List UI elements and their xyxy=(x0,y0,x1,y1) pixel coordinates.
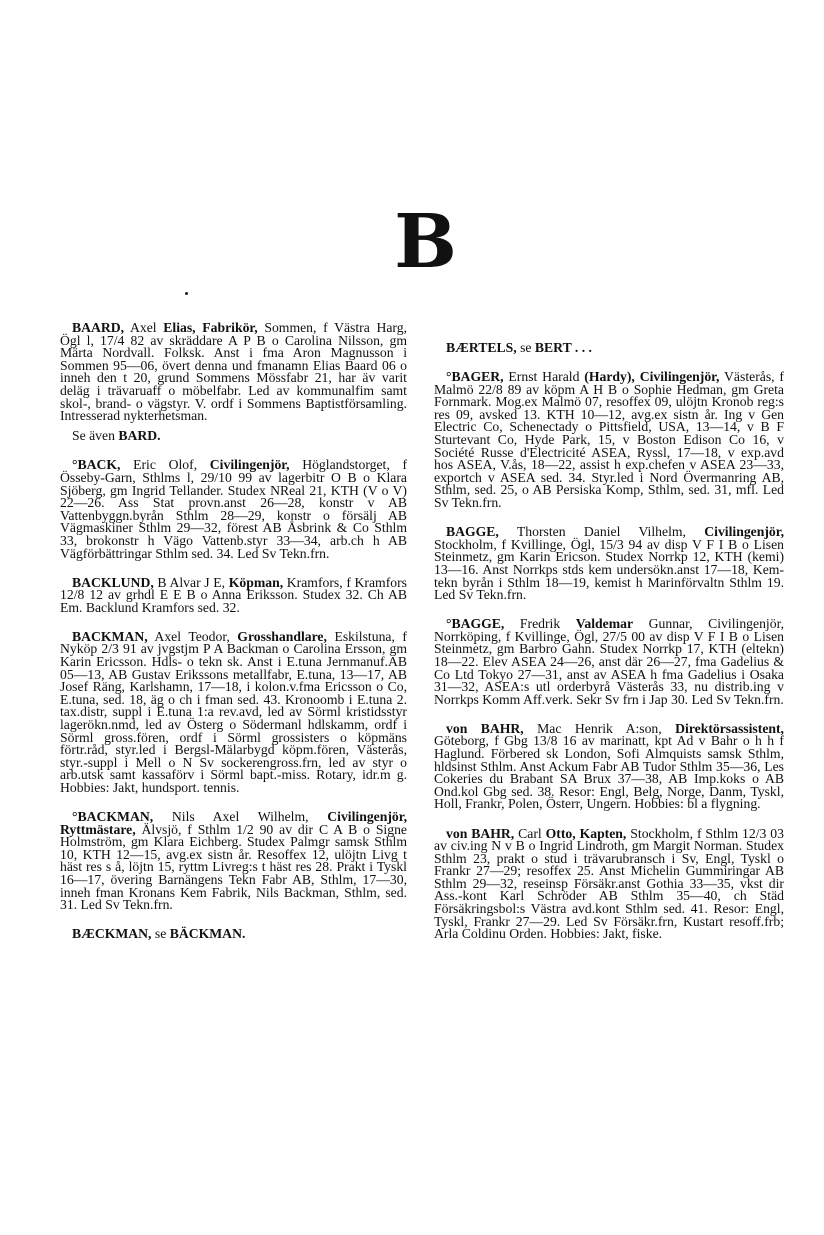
entry-title: Civilingenjör, xyxy=(209,457,290,473)
entry-given-names: Thorsten Daniel Vilhelm, xyxy=(498,524,705,540)
entry-surname: BACKLUND, xyxy=(72,574,154,590)
entry-title: Civilingenjör, xyxy=(704,524,784,540)
entry-title: Otto, Kapten, xyxy=(545,825,627,841)
entry-body: Sommen, f Västra Harg, Ögl l, 17/4 82 av skräddare A P B o Carolina Nilsson, gm Märta Nordvall. Folksk. Anst i fma Aron Magnusson i Sommen 95—06, övert denna und fmanamn Elias Baard 06 o inneh den t 20, grund Sommens Mössfabr 21, har äv varit deläg i trävaruaff o möbelfabr. Led av kommunalfim samt skol-, brand- o vägstyr. V. ordf i Sommens Baptistförsamling. Intresserad nykterhetsman. xyxy=(60,320,407,424)
entry-surname: °BAGGE, xyxy=(446,616,505,632)
entry-title: Köpman, xyxy=(228,574,284,590)
entry-title: Direktörsassistent, xyxy=(675,720,784,736)
entry-body: Älvsjö, f Sthlm 1/2 90 av dir C A B o Signe Holmström, gm Klara Eichberg. Studex Palmgr samsk Sthlm 10, KTH 12—15, avg.ex sistn år. Resoffex 12, ulöjtn Livg t häst res s å, löjtn 15, ryttm Livreg:s t häst res 28. Prakt i Tyskl 16—17, övering Barnängens Tekn Fabr AB, Sthlm, 17—30, inneh fman Kronans Kem Fabrik, Nils Backman, Sthlm, sed. 31. Led Sv Tekn.frn. xyxy=(60,821,407,913)
see-head: BÆRTELS, xyxy=(446,340,517,355)
entry-surname: BAARD, xyxy=(72,320,125,335)
entry-given-names: B Alvar J E, xyxy=(153,574,229,590)
entry-body: Stockholm, f Sthlm 12/3 03 av civ.ing N v B o Ingrid Lindroth, gm Margit Norman. Studex Sthlm 23, prakt o stud i trävarubransch i Sv, Engl, Tyskl o Frankr 27—29; resoffex 25. Anst Michelin Gummiringar AB Sthlm 29—32, reseinsp Försäkr.anst Gothia 33—35, vkst dir Ass.-kont Karl Schröder AB Sthlm 35—40, ch Städ Försäkringsbol:s Västra avd.kont Sthlm sed. 41. Resor: Engl, Tyskl, Frankr 27—29. Led Sv Försäkr.frn, Kustart resoff.frb; Arla Coldinu Orden. Hobbies: Jakt, fiske. xyxy=(434,825,784,942)
left-column xyxy=(60,322,407,957)
entry-backlund xyxy=(60,574,407,615)
entry-given-names: Fredrik xyxy=(504,616,576,632)
see-reference-baertels xyxy=(434,342,784,355)
entry-title: Valdemar xyxy=(575,616,634,632)
see-reference-baeckman xyxy=(60,928,407,941)
entry-surname: °BAGER, xyxy=(446,369,504,385)
entry-surname: °BACKMAN, xyxy=(72,809,154,825)
entry-surname: von BAHR, xyxy=(446,720,524,736)
see-text: se xyxy=(516,340,535,355)
entry-back xyxy=(60,459,407,560)
entry-given-names: Axel Teodor, xyxy=(147,628,238,644)
entry-body: Kramfors, f Kramfors 12/8 12 av grhdl E E B o Anna Eriksson. Studex 32. Ch AB Em. Backlund Kramfors sed. 32. xyxy=(60,574,407,615)
entry-baard xyxy=(60,322,407,423)
see-text: se xyxy=(151,926,170,942)
entry-title: (Hardy), Civilingenjör, xyxy=(584,369,720,385)
entry-surname: °BACK, xyxy=(72,457,121,473)
print-mark xyxy=(185,292,188,295)
entry-surname: von BAHR, xyxy=(446,825,515,841)
entry-surname: BAGGE, xyxy=(446,524,499,540)
see-also-bard xyxy=(60,430,407,443)
entry-given-names: Eric Olof, xyxy=(120,457,210,473)
entry-surname: BACKMAN, xyxy=(72,628,148,644)
entry-body: Höglandstorget, f Össeby-Garn, Sthlms l, 29/10 99 av lagerbitr O B o Klara Sjöberg, gm Ingrid Tellander. Studex NReal 21, KTH (V o V) 22—26. Ass Stat provn.anst 26—28, konstr v AB Vattenbyggn.byrån Sthlm 28—29, konstr o försälj AB Vägmaskiner Sthlm 29—32, förest AB Åsbrink & Co Sthlm 33, brokonstr h Vägo Vattenb.styr 33—34, arb.ch h AB Vägförbättringar Sthlm sed. 34. Led Sv Tekn.frn. xyxy=(60,457,408,561)
entry-given-names: Nils Axel Wilhelm, xyxy=(153,809,328,825)
entry-bagge-thorsten xyxy=(434,526,784,602)
entry-von-bahr-carl xyxy=(434,825,784,942)
entry-body: Västerås, f Malmö 22/8 89 av köpm A H B o Sophie Hedman, gm Greta Fornmark. Mog.ex Malmö 07, resoffex 09, ulöjtn Kronob reg:s res 09, avsked 13. KTH 10—12, avg.ex sistn år. Ing v Gen Electric Co, Schenectady o Pittsfield, USA, 13—14, v B F Sturtevant Co, Hyde Park, 15, v Boston Edison Co 16, v Société Russe d'Electricité ASEA, Ryssl, 17—18, v exp.avd hos ASEA, V.ås, 18—22, assist h exp.chefen v ASEA 23—33, exportch v ASEA sed. 34. Styr.led i Nord Övermanring AB, Sthlm, sed. 25, o AB Persiska Komp, Sthlm, sed. 31, mfl. Led Sv Tekn.frn. xyxy=(434,369,784,511)
see-text: Se även xyxy=(72,428,119,444)
entry-bagge-fredrik xyxy=(434,618,784,706)
see-head: BÆCKMAN, xyxy=(72,926,152,942)
entry-backman-nils xyxy=(60,811,407,912)
entry-title: Grosshandlare, xyxy=(237,628,327,644)
entry-body: Göteborg, f Gbg 13/8 16 av marinatt, kpt Ad v Bahr o h h f Haglund. Förbered sk London, Sofi Almquists samsk Sthlm, hldsinst Sthlm. Anst Ackum Fabr AB Tudor Sthlm 35—36, Les Cokeries du Brabant SA Brux 37—38, AB Imp.koks o AB Ond.kol Gbg sed. 38. Resor: Engl, Belg, Norge, Danm, Tyskl, Holl, Frankr, Polen, Österr, Ungern. Hobbies: bl a flygning. xyxy=(434,733,784,812)
entry-given-names: Mac Henrik A:son, xyxy=(523,720,676,736)
entry-title: Elias, Fabrikör, xyxy=(163,320,258,335)
entry-von-bahr-mac xyxy=(434,720,784,812)
entry-bager xyxy=(434,371,784,510)
entry-given-names: Carl xyxy=(514,825,546,841)
entry-title: Civilingenjör, Ryttmästare, xyxy=(60,809,407,837)
entry-body: Gunnar, Civilingenjör, Norrköping, f Kvillinge, Ögl, 27/5 00 av disp V F I B o Lisen Steinmetz, gm Barbro Gahn. Studex Norrkp 17, KTH (eltekn) 18—22. Elev ASEA 24—26, anst där 26—27, fma Gadelius & Co Ltd Tokyo 27—31, anst av ASEA h fma Gadelius i Osaka 31—32, ASEA:s utl orderbyrå Västerås 33, nu distrib.ing v Norrkps Komm Aff.verk. Sekr Sv frn i Jap 30. Led Sv Tekn.frn. xyxy=(434,616,785,707)
entry-backman-axel xyxy=(60,628,407,795)
section-letter: B xyxy=(394,199,457,285)
see-reference: BÄCKMAN. xyxy=(169,926,246,942)
right-column xyxy=(434,322,784,957)
entry-given-names: Ernst Harald xyxy=(503,369,585,385)
see-reference: BERT . . . xyxy=(534,340,592,355)
see-reference: BARD. xyxy=(118,428,161,444)
entry-body: Eskilstuna, f Nyköp 2/3 91 av jvgstjm P A Backman o Carolina Ersson, gm Karin Ericsson. Hdls- o tekn sk. Anst i E.tuna Jernmanuf.AB 05—13, AB Gustav Erikssons metallfabr, E.tuna, 13—17, AB Josef Räng, Karlshamn, 17—18, i kolon.v.fma Ericsson o Co, E.tuna, sed. 18, äg o ch i fman sed. 43. Kronoomb i E.tuna 2. tax.distr, suppl i E.tuna 1:a rev.avd, led av Sörml kristidsstyr lagerökn.nmd, led av Österg o Södermanl hdlskamm, ordf i Sörml gross.fören, ordf i Sörml grossisters o köpmäns förtr.råd, styr.led i Bergsl-Mälarbygd köpm.fören, Västerås, styr.-suppl i Mell o N Sv sockerengross.frn, led av styr o arb.utsk samt kassaförv i Sörml bapt.-miss. Rotary, idr.m g. Hobbies: Jakt, hundsport. tennis. xyxy=(60,628,407,795)
entry-body: Stockholm, f Kvillinge, Ögl, 15/3 94 av disp V F I B o Lisen Steinmetz, gm Karin Ericson. Studex Norrkp 12, KTH (kemi) 13—16. Anst Norrkps stds kem undersökn.anst 17—18, Kem-tekn byrån i Sthlm 18—19, kemist h Marinförvaltn Sthlm 19. Led Sv Tekn.frn. xyxy=(434,536,784,603)
entry-given-names: Axel xyxy=(124,320,164,335)
